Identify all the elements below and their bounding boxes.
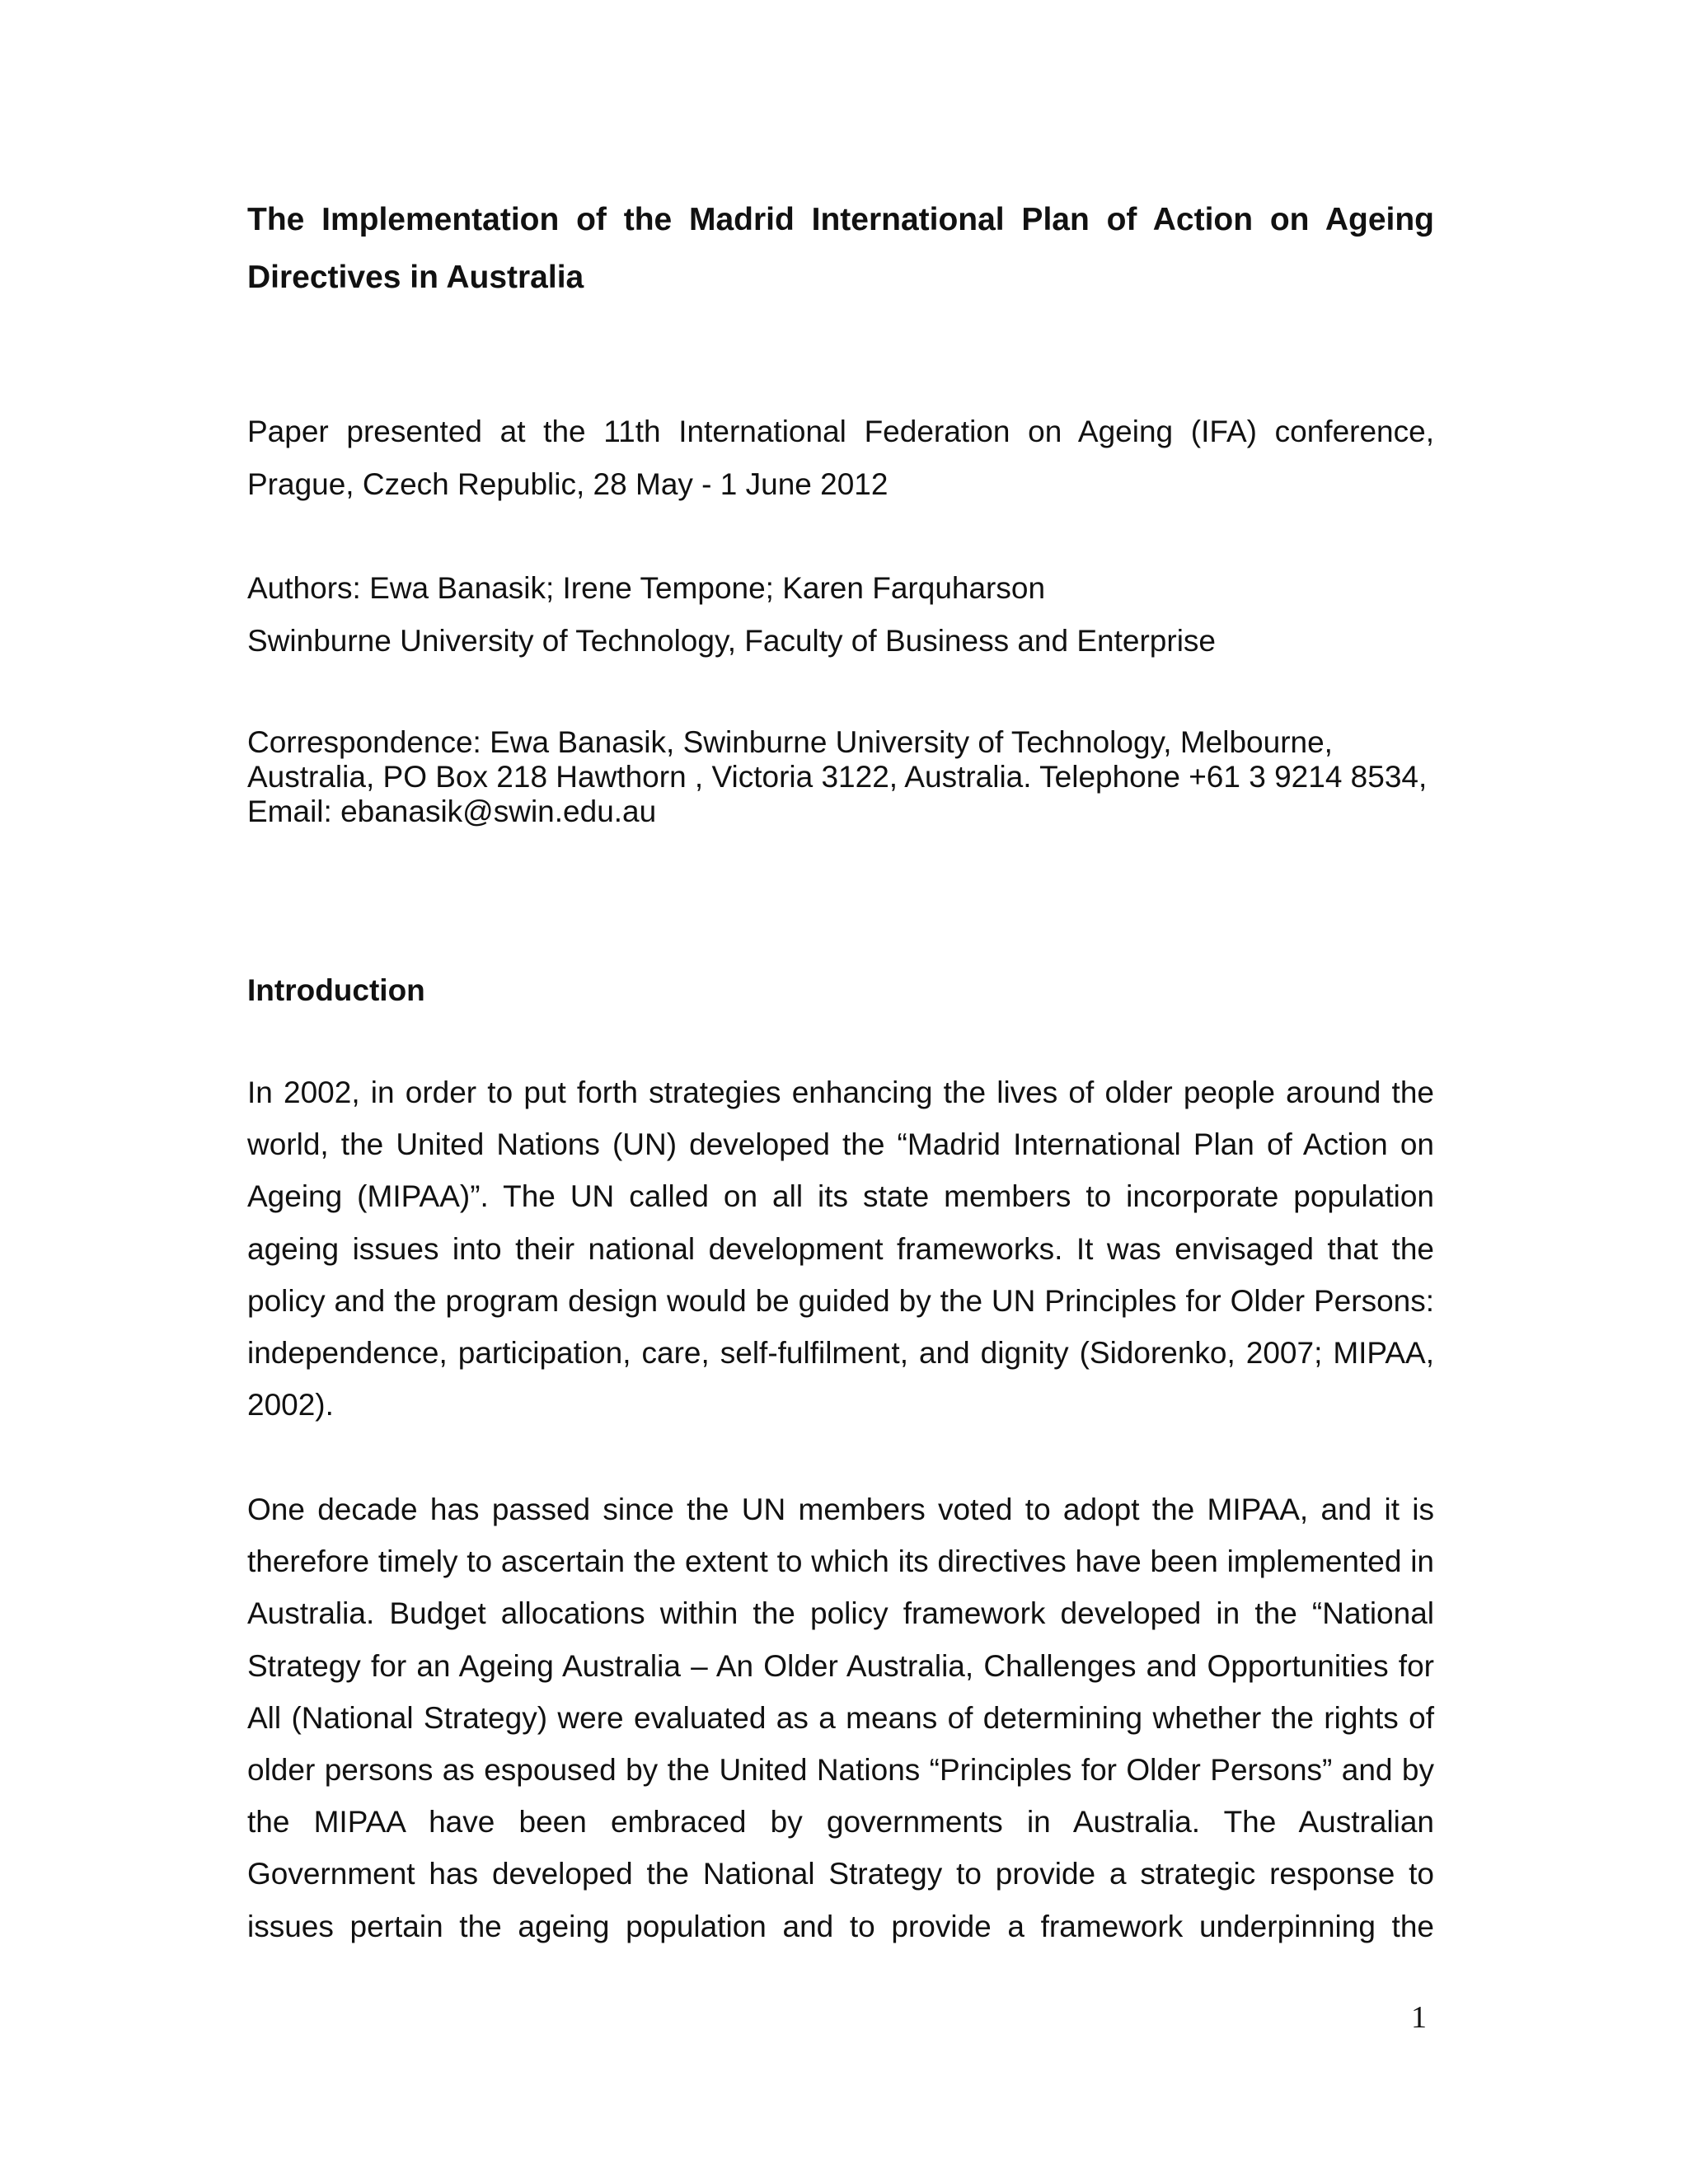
introduction-paragraph-1: In 2002, in order to put forth strategies enhancing the lives of older people around the world, the United Nations (UN) developed the “Madrid International Plan of Action on Ageing (MIPAA)”. The UN called on all its state members to incorporate population ageing issues into their national development frameworks. It was envisaged that the policy and the program design would be guided by the UN Principles for Older Persons: independence, participation, care, self-fulfilment, and dignity (Sidorenko, 2007; MIPAA, 2002). <box>247 1076 1434 1422</box>
paper-title: The Implementation of the Madrid International Plan of Action on Ageing Directives in Australia <box>247 202 1434 295</box>
correspondence-line-2: Australia, PO Box 218 Hawthorn , Victoria 3122, Australia. Telephone +61 3 9214 8534, <box>247 760 1428 794</box>
author-names: Authors: Ewa Banasik; Irene Tempone; Karen Farquharson <box>247 571 1046 605</box>
author-affiliation: Swinburne University of Technology, Faculty of Business and Enterprise <box>247 624 1217 658</box>
correspondence-line-3: Email: ebanasik@swin.edu.au <box>247 794 657 828</box>
conference-note: Paper presented at the 11th International Federation on Ageing (IFA) conference, Prague, Czech Republic, 28 May - 1 June 2012 <box>247 415 1434 501</box>
page-number: 1 <box>1411 2000 1427 2035</box>
introduction-paragraph-2: One decade has passed since the UN members voted to adopt the MIPAA, and it is therefore timely to ascertain the extent to which its directives have been implemented in Australia. Budget allocations within the policy framework developed in the “National Strategy for an Ageing Australia – An Older Australia, Challenges and Opportunities for All (National Strategy) were evaluated as a means of determining whether the rights of older persons as espoused by the United Nations “Principles for Older Persons” and by the MIPAA have been embraced by governments in Australia. The Australian Government has developed the National Strategy to provide a strategic response to issues pertain the ageing population and to provide a framework underpinning the <box>247 1493 1434 1943</box>
correspondence-line-1: Correspondence: Ewa Banasik, Swinburne University of Technology, Melbourne, <box>247 725 1333 759</box>
introduction-heading: Introduction <box>247 973 425 1007</box>
correspondence-block <box>247 725 1434 829</box>
author-block <box>247 562 1434 668</box>
